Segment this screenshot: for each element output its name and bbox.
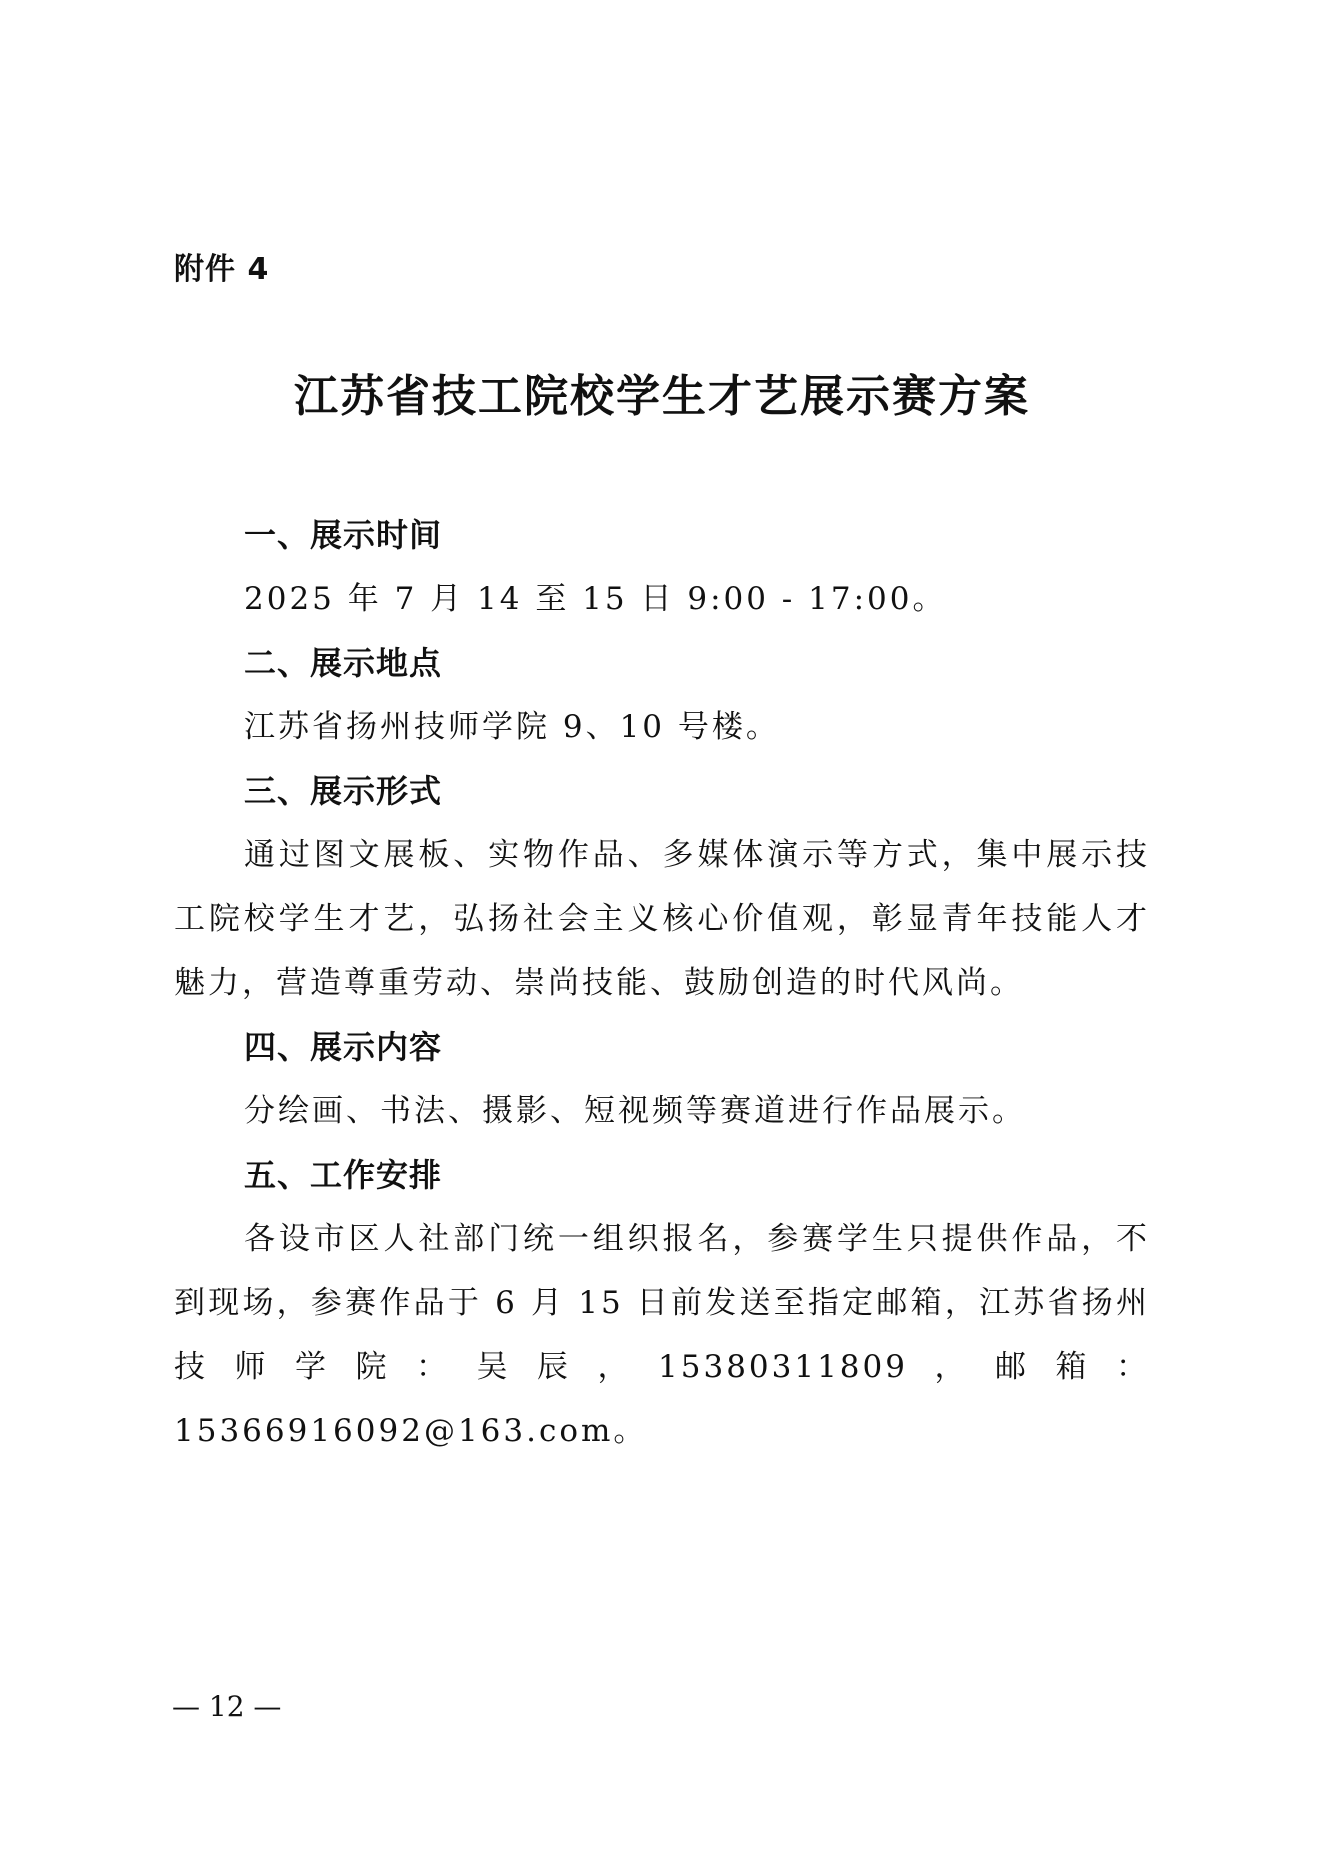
section-heading: 五、工作安排 bbox=[244, 1156, 443, 1194]
section-arrangements bbox=[174, 1143, 1150, 1463]
section-location bbox=[174, 631, 1150, 759]
document-title: 江苏省技工院校学生才艺展示赛方案 bbox=[294, 371, 1030, 422]
section-paragraph: 分绘画、书法、摄影、短视频等赛道进行作品展示。 bbox=[244, 1093, 1026, 1129]
section-heading: 一、展示时间 bbox=[244, 516, 443, 554]
section-paragraph: 江苏省扬州技师学院 9、10 号楼。 bbox=[244, 709, 780, 745]
section-heading: 三、展示形式 bbox=[244, 772, 443, 810]
section-paragraph: 2025 年 7 月 14 至 15 日 9:00 - 17:00。 bbox=[244, 581, 947, 617]
section-paragraph: 通过图文展板、实物作品、多媒体演示等方式，集中展示技工院校学生才艺，弘扬社会主义核心价值观，彰显青年技能人才魅力，营造尊重劳动、崇尚技能、鼓励创造的时代风尚。 bbox=[174, 837, 1150, 1001]
section-heading: 四、展示内容 bbox=[244, 1028, 443, 1066]
attachment-label: 附件 4 bbox=[174, 252, 270, 287]
section-heading: 二、展示地点 bbox=[244, 644, 443, 682]
section-content bbox=[174, 1015, 1150, 1143]
section-paragraph: 各设市区人社部门统一组织报名，参赛学生只提供作品，不到现场，参赛作品于 6 月 15 日前发送至指定邮箱，江苏省扬州技师学院：吴辰，15380311809，邮箱：15366916092@163.com。 bbox=[174, 1221, 1150, 1449]
section-time bbox=[174, 503, 1150, 631]
section-format bbox=[174, 759, 1150, 1015]
page-number: — 12 — bbox=[172, 1690, 282, 1723]
document-body bbox=[174, 503, 1150, 1463]
